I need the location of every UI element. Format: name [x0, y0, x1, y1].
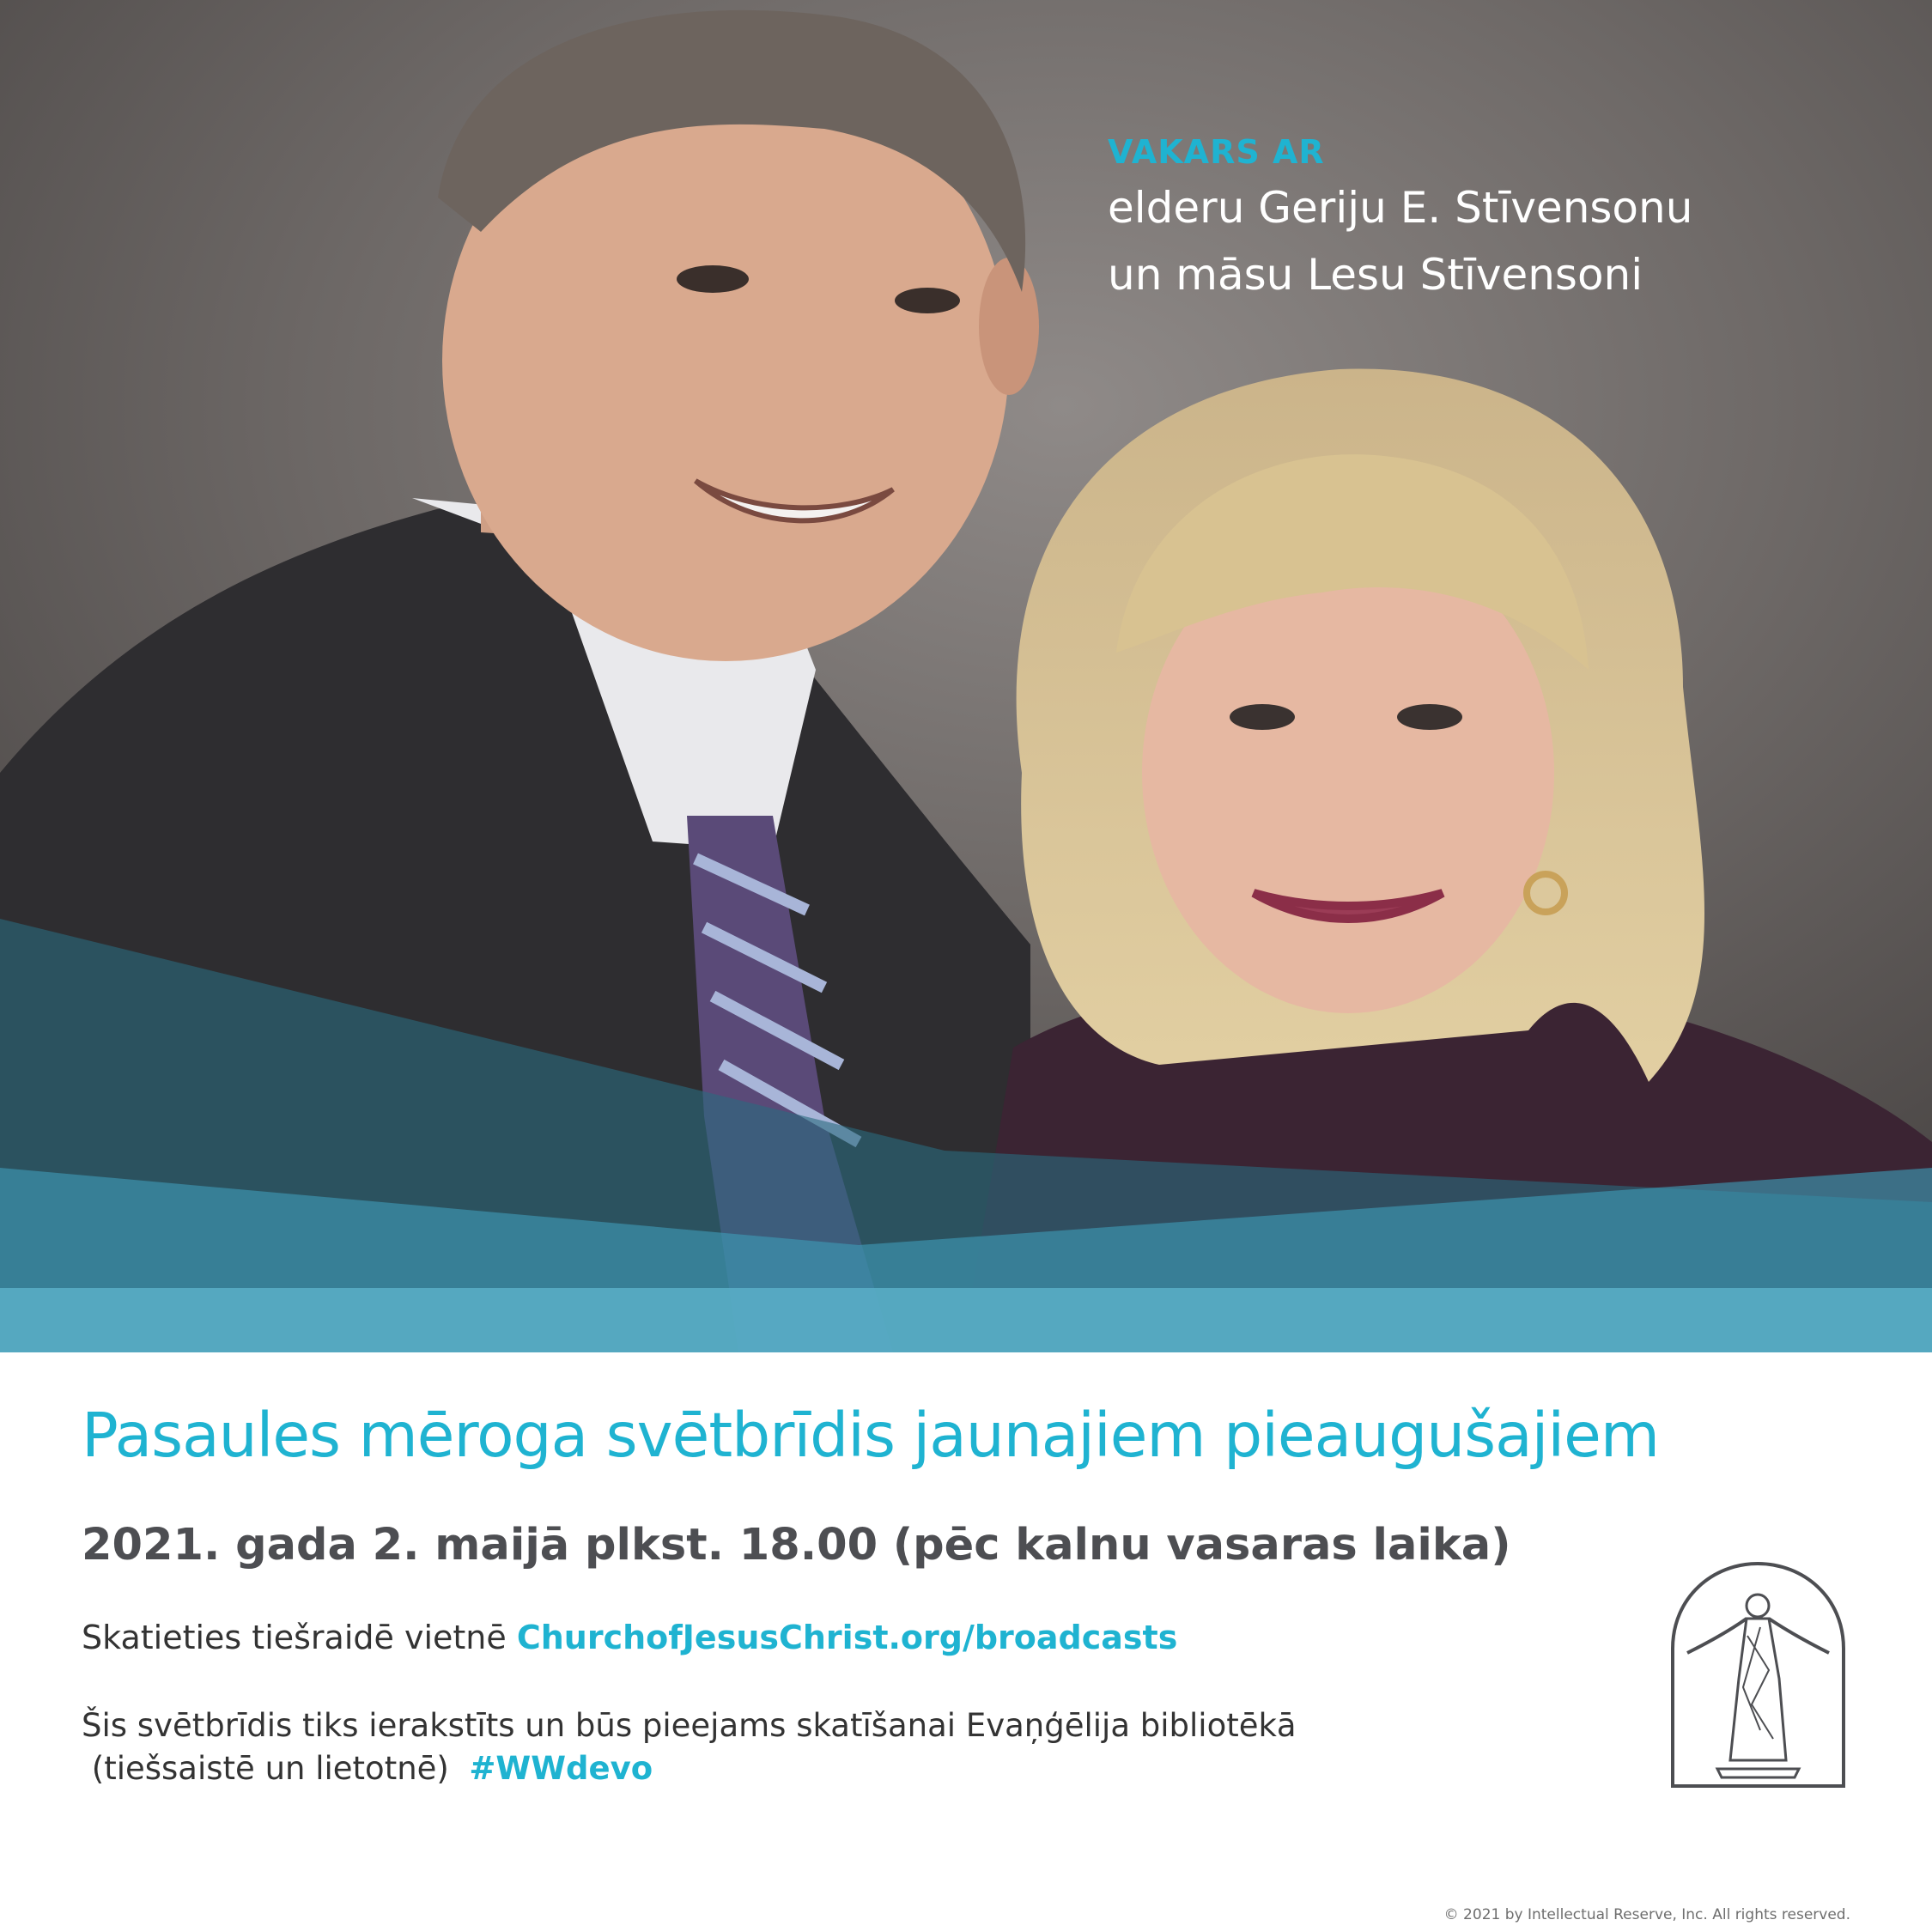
- broadcast-link[interactable]: ChurchofJesusChrist.org/broadcasts: [516, 1619, 1178, 1656]
- speaker-line-1: elderu Geriju E. Stīvensonu: [1108, 183, 1693, 233]
- intro-kicker: VAKARS AR: [1108, 133, 1325, 171]
- intro-block: [1108, 133, 1692, 305]
- hashtag[interactable]: #WWdevo: [469, 1750, 653, 1787]
- record-line-1: Šis svētbrīdis tiks ierakstīts un būs pieejams skatīšanai Evaņģēlija bibliotēkā: [82, 1707, 1297, 1744]
- record-note: [82, 1704, 1297, 1790]
- christus-statue-icon: [1666, 1558, 1850, 1794]
- speaker-line-2: un māsu Lesu Stīvensoni: [1108, 250, 1643, 300]
- watch-prefix: Skatieties tiešraidē vietnē: [82, 1619, 517, 1656]
- event-date: 2021. gada 2. maijā plkst. 18.00 (pēc kalnu vasaras laika): [82, 1520, 1511, 1571]
- copyright-notice: © 2021 by Intellectual Reserve, Inc. All rights reserved.: [1443, 1906, 1850, 1923]
- record-line-2: (tiešsaistē un lietotnē): [82, 1750, 470, 1787]
- event-title: Pasaules mēroga svētbrīdis jaunajiem pieaugušajiem: [82, 1400, 1659, 1471]
- watch-line: [82, 1619, 1177, 1656]
